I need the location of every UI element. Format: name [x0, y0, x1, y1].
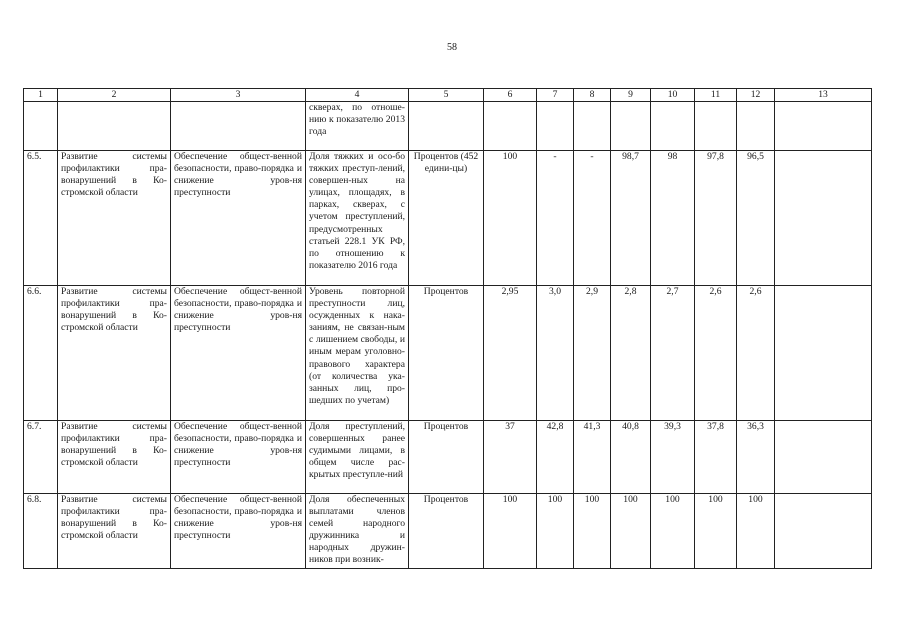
indicators-table: [23, 88, 872, 569]
cell-v7: -: [537, 151, 574, 286]
table-row: [24, 286, 872, 421]
header-col-9: 9: [611, 89, 651, 102]
cell-v7: 3,0: [537, 286, 574, 421]
header-col-3: 3: [171, 89, 306, 102]
cell-indicator: [306, 494, 409, 569]
header-col-10: 10: [651, 89, 695, 102]
cell-v8: 2,9: [574, 286, 611, 421]
table-row: [24, 494, 872, 569]
cell-v11: 2,6: [695, 286, 737, 421]
cell-program: [58, 102, 171, 151]
cell-v9: 40,8: [611, 421, 651, 494]
cell-v7: 42,8: [537, 421, 574, 494]
cell-unit: Процентов: [409, 494, 484, 569]
cell-v9: 98,7: [611, 151, 651, 286]
cell-id: 6.5.: [24, 151, 58, 286]
cell-v13: [775, 494, 872, 569]
cell-goal: [171, 102, 306, 151]
cell-v13: [775, 151, 872, 286]
table-row: [24, 151, 872, 286]
cell-goal: Обеспечение общест-венной безопасности, право-порядка и снижение уров-ня преступности: [171, 421, 306, 494]
table-row: [24, 421, 872, 494]
header-col-2: 2: [58, 89, 171, 102]
cell-v9: 2,8: [611, 286, 651, 421]
cell-indicator: Доля тяжких и осо-бо тяжких преступ-лений, совершен-ных на улицах, площадях, в парках, скверах, с учетом преступлений, предусмотренных статьей 228.1 УК РФ, по отношению к показателю 2016 года: [306, 151, 409, 286]
cell-v13: [775, 286, 872, 421]
cell-v12: 2,6: [737, 286, 775, 421]
cell-id: 6.8.: [24, 494, 58, 569]
header-col-8: 8: [574, 89, 611, 102]
cell-v6: 37: [484, 421, 537, 494]
cell-goal: Обеспечение общест-венной безопасности, право-порядка и снижение уров-ня преступности: [171, 151, 306, 286]
cell-unit: Процентов: [409, 421, 484, 494]
cell-id: 6.6.: [24, 286, 58, 421]
cell-v11: 37,8: [695, 421, 737, 494]
cell-indicator: Уровень повторной преступности лиц, осужденных к нака-заниям, не связан-ным с лишением свободы, и иным мерам уголовно-правового характера (от количества ука-занных лиц, про-шедших по учетам): [306, 286, 409, 421]
cell-v8: [574, 102, 611, 151]
cell-program: Развитие системы профилактики пра-вонарушений в Ко-стромской области: [58, 286, 171, 421]
cell-indicator: скверах, по отноше-нию к показателю 2013 года: [306, 102, 409, 151]
cell-v6: 2,95: [484, 286, 537, 421]
cell-v7: 100: [537, 494, 574, 569]
cell-v11: 100: [695, 494, 737, 569]
cell-v13: [775, 421, 872, 494]
header-col-7: 7: [537, 89, 574, 102]
cell-program: Развитие системы профилактики пра-вонарушений в Ко-стромской области: [58, 421, 171, 494]
cell-v7: [537, 102, 574, 151]
page-number: 58: [447, 42, 457, 53]
cell-v6: [484, 102, 537, 151]
cell-indicator: Доля преступлений, совершенных ранее судимыми лицами, в общем числе рас-крытых преступле-ний: [306, 421, 409, 494]
cell-v11: [695, 102, 737, 151]
cell-v10: [651, 102, 695, 151]
cell-v11: 97,8: [695, 151, 737, 286]
cell-v12: 96,5: [737, 151, 775, 286]
header-col-5: 5: [409, 89, 484, 102]
cell-id: [24, 102, 58, 151]
cell-v9: [611, 102, 651, 151]
header-row: [24, 89, 872, 102]
cell-v10: 2,7: [651, 286, 695, 421]
cell-v12: 100: [737, 494, 775, 569]
cell-indicator-text: Доля обеспеченных выплатами членов семей народного дружинника и народных дружин-ников при возник-: [309, 494, 405, 566]
header-col-11: 11: [695, 89, 737, 102]
cell-goal: Обеспечение общест-венной безопасности, право-порядка и снижение уров-ня преступности: [171, 286, 306, 421]
cell-program: Развитие системы профилактики пра-вонарушений в Ко-стромской области: [58, 494, 171, 569]
cell-v6: 100: [484, 151, 537, 286]
cell-v10: 39,3: [651, 421, 695, 494]
cell-v10: 100: [651, 494, 695, 569]
header-col-6: 6: [484, 89, 537, 102]
cell-v8: 41,3: [574, 421, 611, 494]
cell-v6: 100: [484, 494, 537, 569]
header-col-12: 12: [737, 89, 775, 102]
cell-unit: Процентов: [409, 286, 484, 421]
cell-v12: 36,3: [737, 421, 775, 494]
cell-id: 6.7.: [24, 421, 58, 494]
header-col-1: 1: [24, 89, 58, 102]
cell-unit: Процентов (452 едини-цы): [409, 151, 484, 286]
cell-v10: 98: [651, 151, 695, 286]
cell-program: Развитие системы профилактики пра-вонарушений в Ко-стромской области: [58, 151, 171, 286]
cell-v12: [737, 102, 775, 151]
header-col-4: 4: [306, 89, 409, 102]
cell-v9: 100: [611, 494, 651, 569]
cell-v8: -: [574, 151, 611, 286]
header-col-13: 13: [775, 89, 872, 102]
cell-v13: [775, 102, 872, 151]
continuation-row: [24, 102, 872, 151]
cell-unit: [409, 102, 484, 151]
cell-v8: 100: [574, 494, 611, 569]
cell-goal: Обеспечение общест-венной безопасности, право-порядка и снижение уров-ня преступности: [171, 494, 306, 569]
